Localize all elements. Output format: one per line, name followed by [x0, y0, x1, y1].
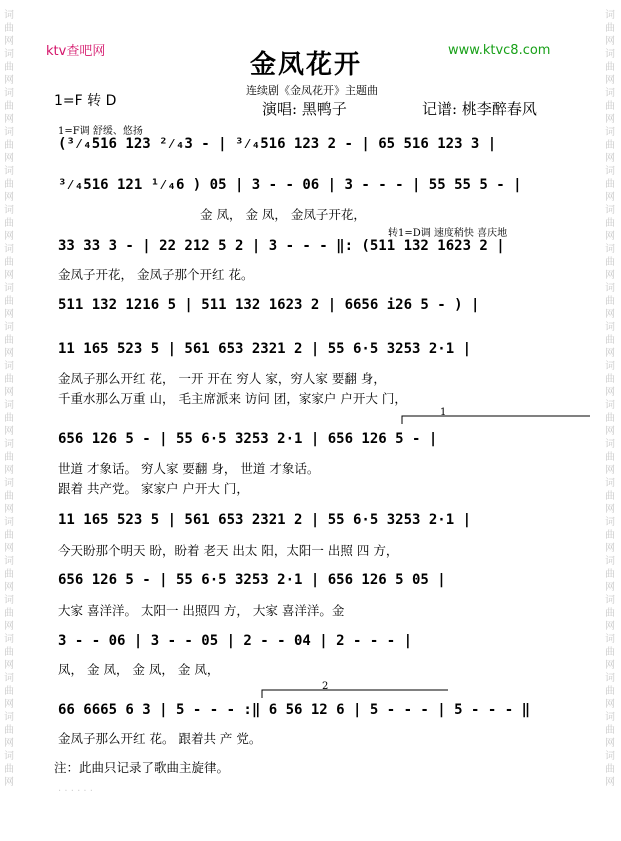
footnote: 注：此曲只记录了歌曲主旋律。: [54, 760, 230, 775]
volta-1-label: 1: [440, 407, 447, 418]
music-line: 11 165 523 5 | 561 653 2321 2 | 55 6·5 3253 2·1 |: [58, 341, 472, 357]
faint-text: · · · · · ·: [58, 786, 93, 797]
tempo-note: 1=F调 舒缓、悠扬: [58, 126, 143, 137]
song-subtitle: 连续剧《金凤花开》主题曲: [246, 84, 378, 97]
brand-right-link[interactable]: www.ktvc8.com: [448, 43, 551, 58]
modulation-note: 转1=D调 速度稍快 喜庆地: [388, 228, 508, 239]
lyric-line: 跟着 共产党。 家家户 户开大 门，: [58, 481, 249, 496]
volta-1-bracket: [402, 416, 590, 424]
singer-credit: 演唱: 黑鸭子: [262, 100, 347, 118]
lyric-line: 今天盼那个明天 盼，盼着 老天 出太 阳，太阳一 出照 四 方，: [58, 543, 399, 558]
lyric-line: 世道 才象话。 穷人家 要翻 身， 世道 才象话。: [58, 461, 320, 476]
music-line: ³⁄₄516 121 ¹⁄₄6 ) 05 | 3 - - 06 | 3 - - - | 55 55 5 - |: [58, 177, 522, 193]
key-signature: 1=F 转 D: [54, 93, 117, 109]
lyric-line: 凤， 金 凤， 金 凤， 金 凤，: [58, 662, 220, 677]
volta-2-label: 2: [322, 681, 329, 692]
lyric-line: 大家 喜洋洋。 太阳一 出照四 方， 大家 喜洋洋。金: [58, 603, 345, 618]
song-title: 金凤花开: [250, 50, 363, 80]
lyric-line: 金凤子那么开红 花。 跟着共 产 党。: [58, 731, 262, 746]
music-line: 33 33 3 - | 22 212 5 2 | 3 - - - ‖: (511 132 1623 2 |: [58, 238, 505, 254]
watermark-left: 词 曲 网 词 曲 网 词 曲 网 词 曲 网 词 曲 网 词 曲 网 词 曲 网 词 曲 网 词 曲 网 词 曲 网 词 曲 网 词 曲 网 词 曲 网 词 曲 网 词 曲 网 词 曲 网 词 曲 网 词 曲 网 词 曲 网 词 曲 网: [4, 10, 14, 788]
music-line: 11 165 523 5 | 561 653 2321 2 | 55 6·5 3253 2·1 |: [58, 512, 472, 528]
volta-2-bracket: [262, 690, 448, 698]
scribe-credit: 记谱: 桃李醉春风: [422, 100, 537, 118]
music-line: 656 126 5 - | 55 6·5 3253 2·1 | 656 126 5 05 |: [58, 572, 446, 588]
lyric-line: 千重水那么万重 山， 毛主席派来 访问 团，家家户 户开大 门，: [58, 391, 407, 406]
music-line: 511 132 1216 5 | 511 132 1623 2 | 6656 i26 5 - ) |: [58, 297, 480, 313]
music-line: (³⁄₄516 123 ²⁄₄3 - | ³⁄₄516 123 2 - | 65 516 123 3 |: [58, 136, 497, 152]
music-line: 3 - - 06 | 3 - - 05 | 2 - - 04 | 2 - - - |: [58, 633, 413, 649]
lyric-line: 金 凤， 金 凤， 金凤子开花，: [200, 207, 366, 222]
music-line: 656 126 5 - | 55 6·5 3253 2·1 | 656 126 5 - |: [58, 431, 438, 447]
lyric-line: 金凤子那么开红 花， 一开 开在 穷人 家，穷人家 要翻 身，: [58, 371, 386, 386]
music-line: 66 6665 6 3 | 5 - - - :‖ 6 56 12 6 | 5 - - - | 5 - - - ‖: [58, 702, 531, 718]
lyric-line: 金凤子开花， 金凤子那个开红 花。: [58, 267, 254, 282]
watermark-right: 词 曲 网 词 曲 网 词 曲 网 词 曲 网 词 曲 网 词 曲 网 词 曲 网 词 曲 网 词 曲 网 词 曲 网 词 曲 网 词 曲 网 词 曲 网 词 曲 网 词 曲 网 词 曲 网 词 曲 网 词 曲 网 词 曲 网 词 曲 网: [605, 10, 615, 788]
brand-left-link[interactable]: ktv查吧网: [46, 44, 106, 59]
